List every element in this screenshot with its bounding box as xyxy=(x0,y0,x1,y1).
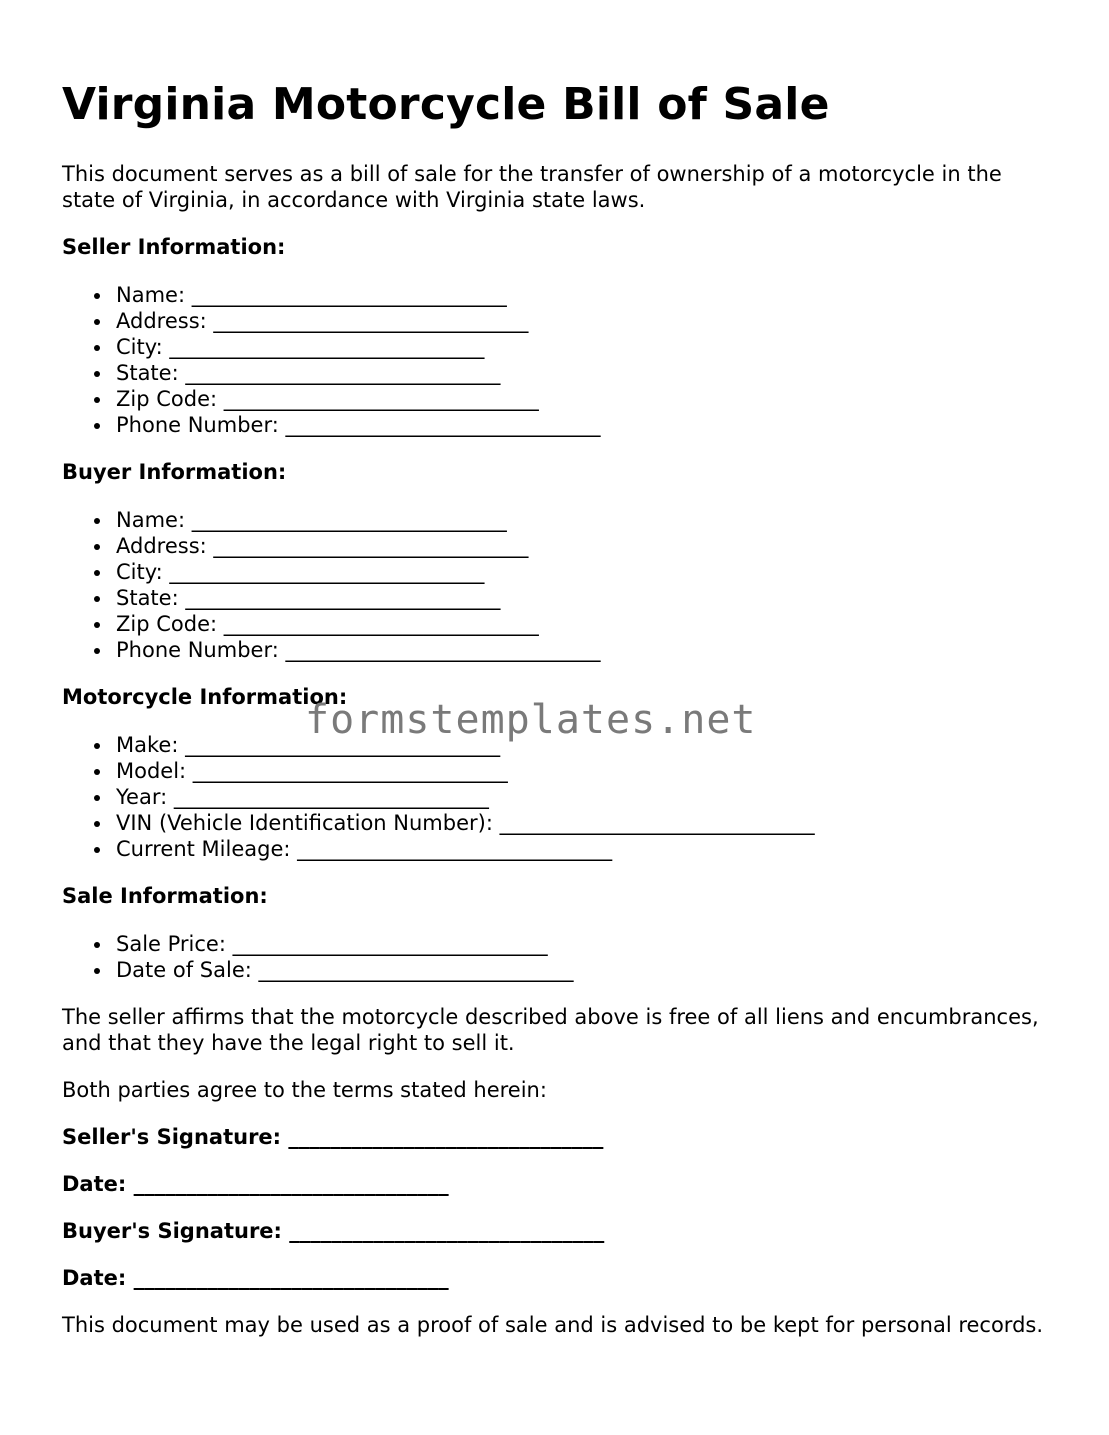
motorcycle-model-field[interactable]: Model: ______________________________ xyxy=(116,758,1052,784)
motorcycle-vin-field[interactable]: VIN (Vehicle Identification Number): ______________________________ xyxy=(116,810,1052,836)
seller-zip-field[interactable]: Zip Code: ______________________________ xyxy=(116,386,1052,412)
sale-date-field[interactable]: Date of Sale: ______________________________ xyxy=(116,957,1052,983)
seller-city-field[interactable]: City: ______________________________ xyxy=(116,334,1052,360)
buyer-zip-field[interactable]: Zip Code: ______________________________ xyxy=(116,611,1052,637)
buyer-name-field[interactable]: Name: ______________________________ xyxy=(116,507,1052,533)
page-title: Virginia Motorcycle Bill of Sale xyxy=(62,79,830,130)
footer-paragraph: This document may be used as a proof of sale and is advised to be kept for personal records. xyxy=(62,1313,1044,1337)
buyer-heading: Buyer Information: xyxy=(62,460,287,484)
watermark: formstemplates.net xyxy=(305,697,757,743)
buyer-signature-line[interactable]: Buyer's Signature: ______________________________ xyxy=(62,1219,605,1243)
seller-address-field[interactable]: Address: ______________________________ xyxy=(116,308,1052,334)
motorcycle-year-field[interactable]: Year: ______________________________ xyxy=(116,784,1052,810)
motorcycle-fields xyxy=(62,732,1052,862)
buyer-fields xyxy=(62,507,1052,663)
seller-phone-field[interactable]: Phone Number: ______________________________ xyxy=(116,412,1052,438)
seller-date-line[interactable]: Date: ______________________________ xyxy=(62,1172,449,1196)
seller-name-field[interactable]: Name: ______________________________ xyxy=(116,282,1052,308)
seller-heading: Seller Information: xyxy=(62,235,286,259)
buyer-date-line[interactable]: Date: ______________________________ xyxy=(62,1266,449,1290)
agreement-paragraph: Both parties agree to the terms stated herein: xyxy=(62,1078,547,1102)
buyer-city-field[interactable]: City: ______________________________ xyxy=(116,559,1052,585)
intro-paragraph: This document serves as a bill of sale for the transfer of ownership of a motorcycle in the state of Virginia, in accordance with Virginia state laws. xyxy=(62,162,1002,212)
sale-price-field[interactable]: Sale Price: ______________________________ xyxy=(116,931,1052,957)
document-page xyxy=(62,0,1052,1338)
sale-heading: Sale Information: xyxy=(62,884,268,908)
seller-fields xyxy=(62,282,1052,438)
buyer-state-field[interactable]: State: ______________________________ xyxy=(116,585,1052,611)
motorcycle-heading: Motorcycle Information: xyxy=(62,685,348,709)
motorcycle-make-field[interactable]: Make: ______________________________ xyxy=(116,732,1052,758)
buyer-phone-field[interactable]: Phone Number: ______________________________ xyxy=(116,637,1052,663)
buyer-address-field[interactable]: Address: ______________________________ xyxy=(116,533,1052,559)
motorcycle-mileage-field[interactable]: Current Mileage: ______________________________ xyxy=(116,836,1052,862)
seller-signature-line[interactable]: Seller's Signature: ______________________________ xyxy=(62,1125,604,1149)
affirmation-paragraph: The seller affirms that the motorcycle described above is free of all liens and encumbrances, and that they have the legal right to sell it. xyxy=(62,1005,1039,1055)
seller-state-field[interactable]: State: ______________________________ xyxy=(116,360,1052,386)
sale-fields xyxy=(62,931,1052,983)
